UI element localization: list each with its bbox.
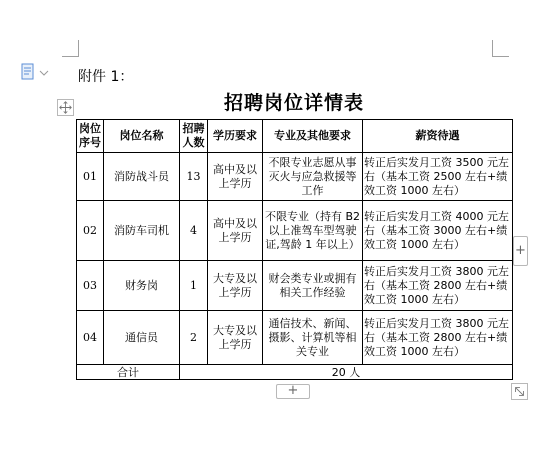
cell-seq[interactable]: 02 [77, 201, 104, 261]
header-salary: 薪资待遇 [363, 120, 513, 153]
header-count: 招聘人数 [180, 120, 208, 153]
cell-major[interactable]: 通信技术、新闻、摄影、计算机等相关专业 [263, 311, 363, 365]
cell-seq[interactable]: 04 [77, 311, 104, 365]
cell-education[interactable]: 高中及以上学历 [208, 153, 263, 201]
cell-seq[interactable]: 03 [77, 261, 104, 311]
table-row [77, 311, 513, 365]
header-seq: 岗位序号 [77, 120, 104, 153]
cell-education[interactable]: 大专及以上学历 [208, 261, 263, 311]
table-row [77, 201, 513, 261]
cell-salary[interactable]: 转正后实发月工资 3500 元左右（基本工资 2500 左右+绩效工资 1000 左右） [363, 153, 513, 201]
cell-count[interactable]: 1 [180, 261, 208, 311]
table-move-icon[interactable] [57, 99, 74, 116]
job-details-table[interactable] [76, 119, 513, 380]
document-title: 招聘岗位详情表 [223, 92, 364, 114]
total-value[interactable]: 20 人 [180, 365, 513, 380]
cell-count[interactable]: 2 [180, 311, 208, 365]
cell-name[interactable]: 通信员 [104, 311, 180, 365]
cell-salary[interactable]: 转正后实发月工资 3800 元左右（基本工资 2800 左右+绩效工资 1000 左右） [363, 261, 513, 311]
page-corner-marker-top-right [492, 40, 509, 57]
cell-name[interactable]: 消防战斗员 [104, 153, 180, 201]
cell-name[interactable]: 消防车司机 [104, 201, 180, 261]
page-corner-marker-top-left [62, 40, 79, 57]
header-education: 学历要求 [208, 120, 263, 153]
table-row [77, 261, 513, 311]
table-row [77, 153, 513, 201]
header-name: 岗位名称 [104, 120, 180, 153]
add-row-button[interactable]: + [276, 384, 310, 399]
table-resize-icon[interactable] [511, 383, 528, 400]
document-menu-icon[interactable] [20, 63, 50, 81]
cell-salary[interactable]: 转正后实发月工资 4000 元左右（基本工资 3000 左右+绩效工资 1000 左右） [363, 201, 513, 261]
cell-name[interactable]: 财务岗 [104, 261, 180, 311]
header-major: 专业及其他要求 [263, 120, 363, 153]
total-label[interactable]: 合计 [77, 365, 180, 380]
cell-seq[interactable]: 01 [77, 153, 104, 201]
cell-education[interactable]: 高中及以上学历 [208, 201, 263, 261]
cell-major[interactable]: 财会类专业或拥有相关工作经验 [263, 261, 363, 311]
cell-count[interactable]: 4 [180, 201, 208, 261]
table-total-row [77, 365, 513, 380]
cell-education[interactable]: 大专及以上学历 [208, 311, 263, 365]
cell-major[interactable]: 不限专业志愿从事灭火与应急救援等工作 [263, 153, 363, 201]
cell-salary[interactable]: 转正后实发月工资 3800 元左右（基本工资 2800 左右+绩效工资 1000 左右） [363, 311, 513, 365]
add-column-button[interactable]: + [513, 236, 528, 266]
cell-major[interactable]: 不限专业（持有 B2 以上准驾车型驾驶证,驾龄 1 年以上） [263, 201, 363, 261]
table-header-row [77, 120, 513, 153]
attachment-label: 附件 1： [78, 69, 134, 85]
cell-count[interactable]: 13 [180, 153, 208, 201]
